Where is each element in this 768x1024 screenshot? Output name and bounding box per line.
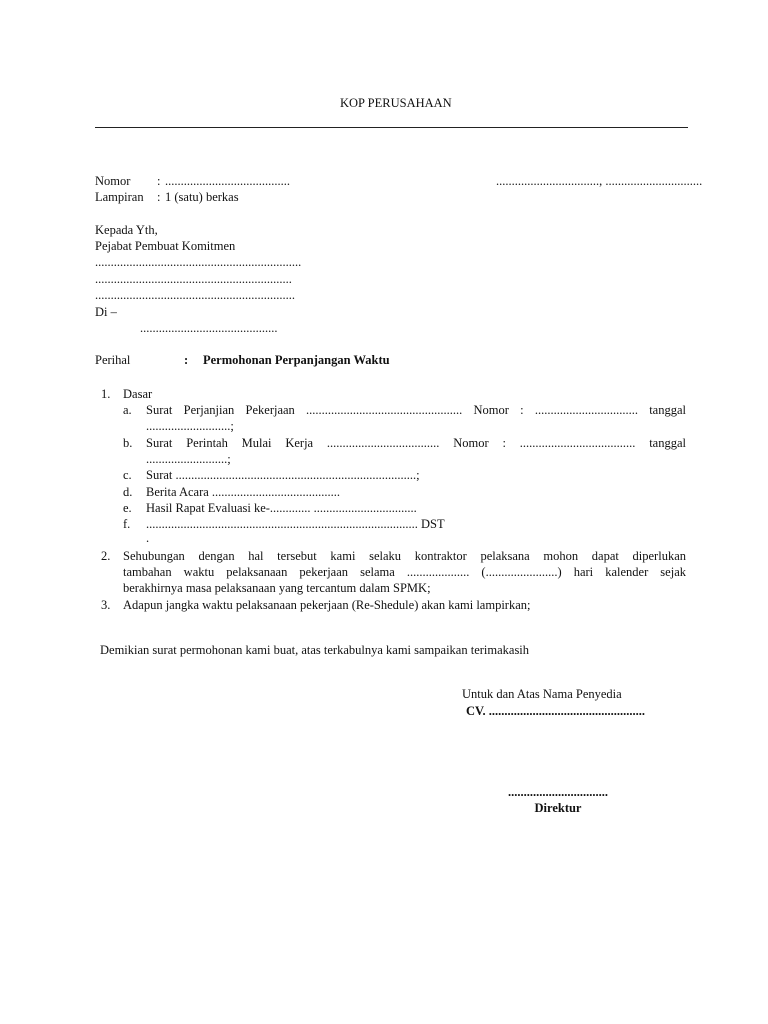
point-b-letter: b. (123, 436, 133, 450)
place-date: ................................., ............................... (496, 174, 703, 188)
subject-label: Perihal (95, 353, 131, 367)
point-a-text: Surat Perjanjian Pekerjaan .................................................. Nomor : ................................. tanggal (146, 403, 686, 417)
letterhead-divider (95, 127, 688, 128)
point-2-number: 2. (101, 549, 111, 563)
recipient-title: Pejabat Pembuat Komitmen (95, 239, 236, 253)
point-f-letter: f. (123, 517, 131, 531)
point-c-letter: c. (123, 468, 132, 482)
signature-position: Direktur (534, 801, 582, 815)
point-c-text: Surat .............................................................................; (146, 468, 420, 482)
nomor-label: Nomor (95, 174, 131, 188)
point-e-letter: e. (123, 501, 132, 515)
recipient-di-value: ............................................ (140, 321, 278, 335)
nomor-colon: : (157, 174, 161, 188)
point-e-text: Hasil Rapat Evaluasi ke-............. ................................. (146, 501, 417, 515)
point-1-number: 1. (101, 387, 111, 401)
lampiran-value: 1 (satu) berkas (165, 190, 239, 204)
point-2-line-3: berakhirnya masa pelaksanaan yang tercantum dalam SPMK; (123, 581, 431, 595)
lampiran-colon: : (157, 190, 161, 204)
recipient-line-3: ................................................................ (95, 288, 295, 302)
letterhead-title: KOP PERUSAHAAN (340, 96, 452, 110)
nomor-value: ........................................ (165, 174, 290, 188)
point-2-line-2: tambahan waktu pelaksanaan pekerjaan selama .................... (.......................) hari kalender sejak (123, 565, 686, 579)
signature-on-behalf: Untuk dan Atas Nama Penyedia (462, 687, 622, 701)
recipient-di: Di – (95, 305, 117, 319)
recipient-line-2: ............................................................... (95, 272, 292, 286)
signature-company: CV. .................................................. (466, 704, 645, 718)
recipient-greeting: Kepada Yth, (95, 223, 158, 237)
point-a-letter: a. (123, 403, 132, 417)
point-3-text: Adapun jangka waktu pelaksanaan pekerjaan (Re-Shedule) akan kami lampirkan; (123, 598, 531, 612)
point-b-continuation: ..........................; (146, 452, 231, 466)
point-1-title: Dasar (123, 387, 153, 401)
recipient-line-1: .................................................................. (95, 255, 302, 269)
subject-text: Permohonan Perpanjangan Waktu (203, 353, 390, 367)
point-b-text: Surat Perintah Mulai Kerja .................................... Nomor : ..................................... tanggal (146, 436, 686, 450)
closing-text: Demikian surat permohonan kami buat, atas terkabulnya kami sampaikan terimakasih (100, 643, 530, 657)
point-a-continuation: ...........................; (146, 419, 234, 433)
point-d-text: Berita Acara ......................................... (146, 485, 341, 499)
signature-name-line: ................................ (508, 785, 608, 799)
subject-colon: : (184, 353, 189, 367)
point-2-line-1: Sehubungan dengan hal tersebut kami selaku kontraktor pelaksana mohon dapat diperlukan (123, 549, 686, 563)
point-3-number: 3. (101, 598, 111, 612)
lampiran-label: Lampiran (95, 190, 144, 204)
point-f-text: ....................................................................................... DST (146, 517, 445, 531)
point-f-dot: . (146, 531, 150, 545)
point-d-letter: d. (123, 485, 133, 499)
